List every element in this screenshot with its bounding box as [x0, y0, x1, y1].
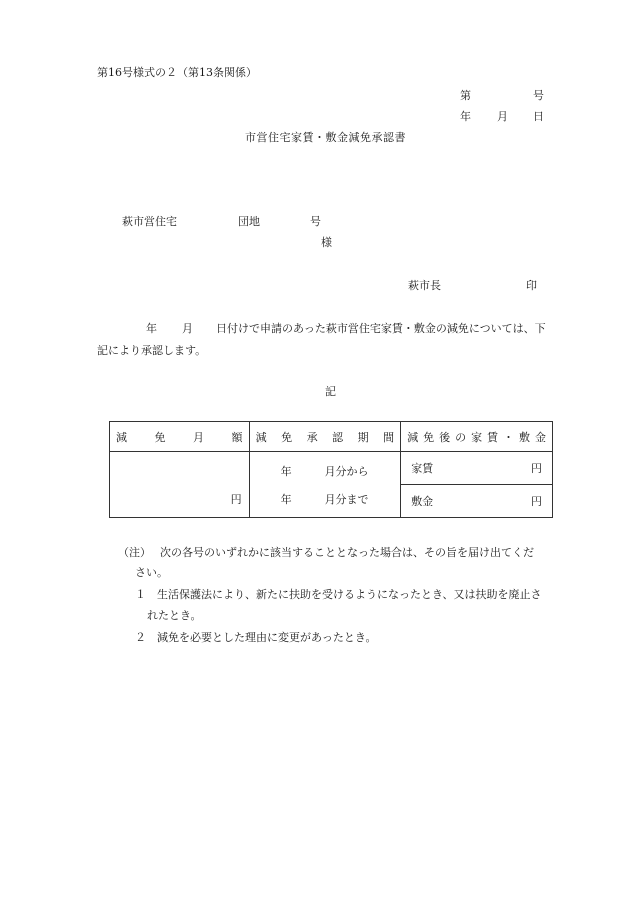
deposit-unit: 円 — [531, 495, 542, 508]
header-char: 家 — [471, 430, 483, 444]
body-line-1: 日付けで申請のあった萩市営住宅家賃・敷金の減免については、下 — [216, 322, 546, 335]
note-item-2-number: ２ — [135, 631, 146, 644]
issuer-name: 萩市長 — [408, 279, 441, 292]
header-char: 期 — [357, 430, 369, 444]
note-item-2-line-1: 減免を必要とした理由に変更があったとき。 — [157, 631, 377, 644]
body-line-2: 記により承認します。 — [97, 344, 207, 357]
document-title: 市営住宅家賃・敷金減免承認書 — [245, 131, 406, 144]
header-after-reduction — [401, 422, 553, 452]
date-year: 年 — [460, 110, 471, 123]
header-char: 後 — [439, 430, 451, 444]
reduction-table — [109, 421, 553, 518]
header-char: 免 — [154, 430, 166, 444]
header-char: 月 — [193, 430, 205, 444]
header-char: 免 — [423, 430, 435, 444]
rent-unit: 円 — [531, 462, 542, 475]
header-char: の — [455, 430, 467, 444]
doc-number-prefix: 第 — [460, 89, 471, 102]
table-row-rent — [110, 452, 553, 485]
header-char: 減 — [116, 430, 127, 444]
period-from-year: 年 — [280, 464, 292, 478]
rent-cell — [401, 452, 553, 485]
header-char: 額 — [231, 430, 243, 444]
ki-heading: 記 — [325, 385, 336, 398]
header-char: 減 — [255, 430, 267, 444]
period-from-month: 月分から — [324, 464, 369, 478]
date-month: 月 — [497, 110, 508, 123]
addressee-danchi: 団地 — [238, 215, 260, 228]
body-month: 月 — [182, 322, 193, 335]
table-header-row — [110, 422, 553, 452]
amount-unit: 円 — [230, 493, 242, 506]
doc-number-suffix: 号 — [533, 89, 544, 102]
deposit-label: 敷金 — [411, 495, 434, 508]
addressee-honorific: 様 — [321, 236, 332, 249]
header-reduction-amount — [110, 422, 250, 452]
body-year: 年 — [146, 322, 157, 335]
header-char: 認 — [332, 430, 344, 444]
form-number: 第16号様式の２（第13条関係） — [97, 66, 257, 79]
period-to-year: 年 — [280, 492, 292, 506]
header-char: 敷 — [518, 430, 530, 444]
header-char: 免 — [281, 430, 293, 444]
note-item-1-line-1: 生活保護法により、新たに扶助を受けるようになったとき、又は扶助を廃止さ — [157, 588, 542, 601]
deposit-cell — [401, 485, 553, 518]
issuer-seal: 印 — [526, 279, 537, 292]
note-item-1-line-2: れたとき。 — [147, 609, 202, 622]
period-cell — [249, 452, 401, 518]
addressee-housing: 萩市営住宅 — [122, 215, 177, 228]
note-label: （注） — [118, 546, 151, 559]
header-char: ・ — [503, 430, 514, 444]
header-char: 間 — [383, 430, 395, 444]
period-to-month: 月分まで — [324, 492, 369, 506]
note-item-1-number: １ — [135, 588, 146, 601]
date-day: 日 — [533, 110, 544, 123]
header-char: 承 — [306, 430, 318, 444]
rent-label: 家賃 — [411, 462, 434, 475]
header-char: 賃 — [487, 430, 499, 444]
amount-cell — [110, 452, 250, 518]
addressee-room: 号 — [310, 215, 321, 228]
header-char: 金 — [534, 430, 546, 444]
note-intro-line-2: さい。 — [135, 566, 168, 579]
header-approval-period — [249, 422, 401, 452]
note-intro-line-1: 次の各号のいずれかに該当することとなった場合は、その旨を届け出てくだ — [160, 546, 534, 559]
header-char: 減 — [407, 430, 419, 444]
